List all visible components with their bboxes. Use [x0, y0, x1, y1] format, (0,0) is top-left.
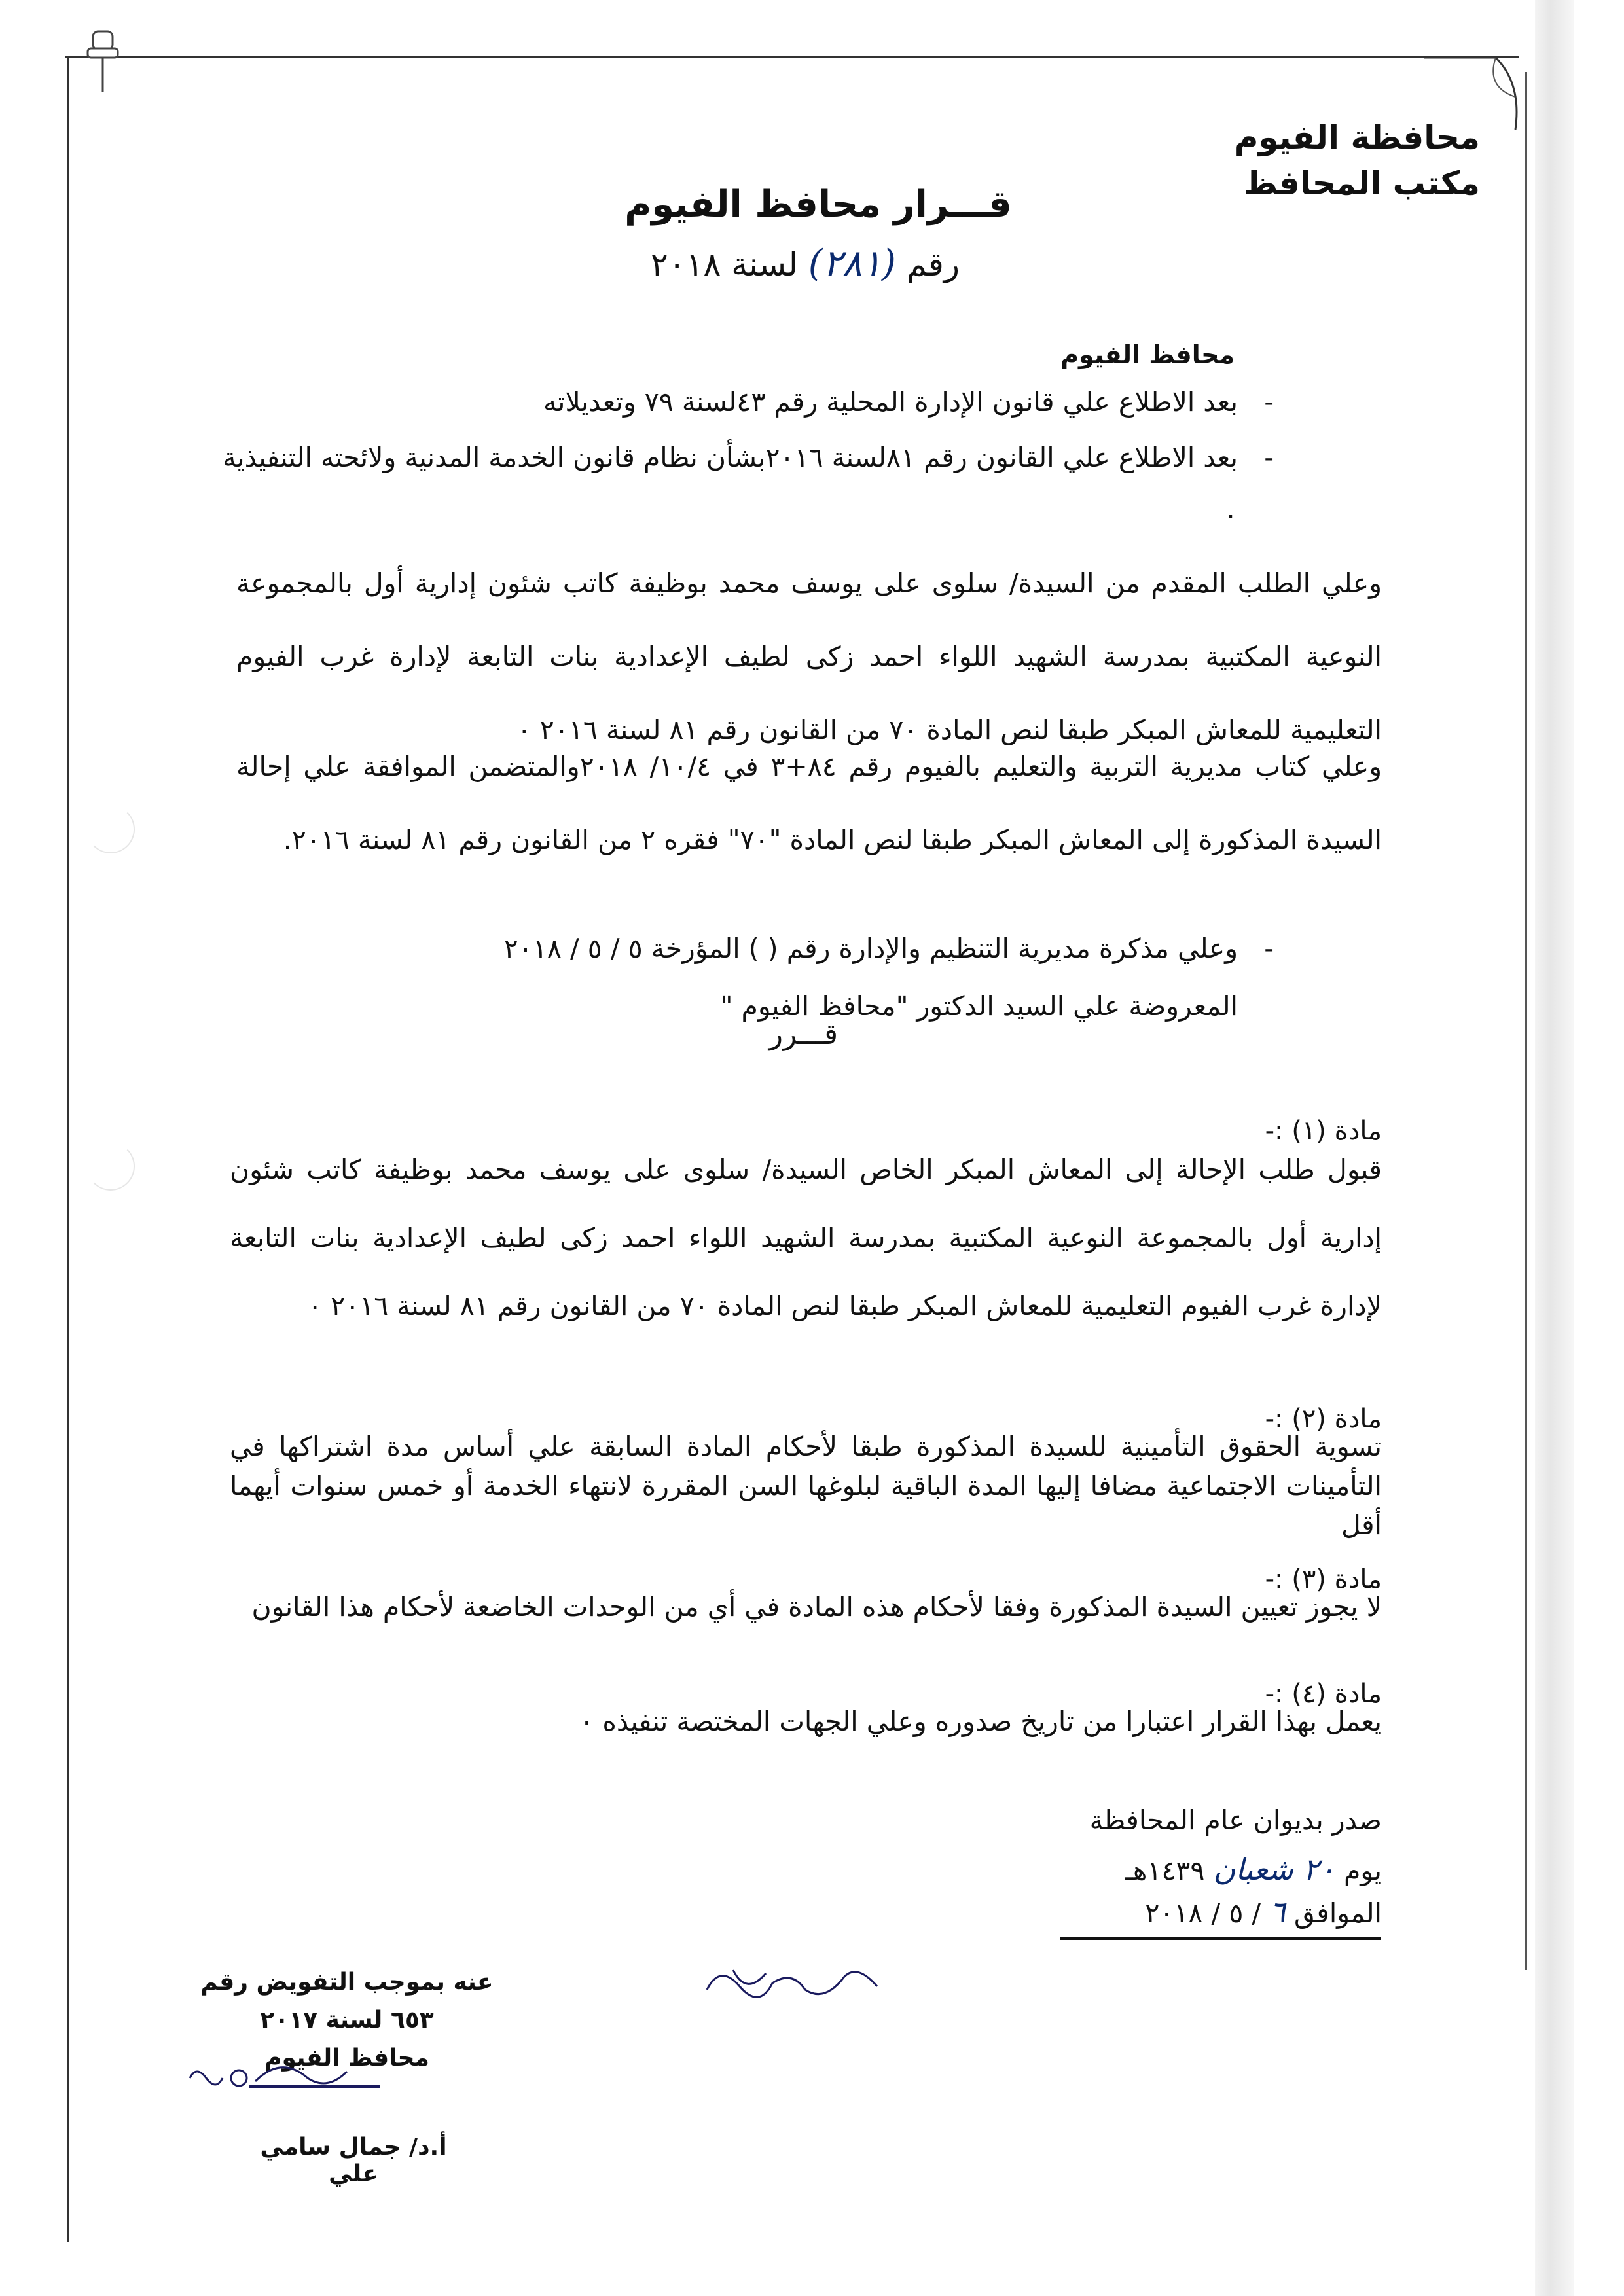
signer-name: أ.د/ جمال سامي علي — [260, 2134, 447, 2187]
article-3-body: لا يجوز تعيين السيدة المذكورة وفقا لأحكام هذه المادة في أي من الوحدات الخاضعة لأحكام هذا القانون — [251, 1591, 1382, 1623]
article-1-body: قبول طلب الإحالة إلى المعاش المبكر الخاص السيدة/ سلوى على يوسف محمد بوظيفة كاتب شئون إدارية أول بالمجموعة النوعية المكتبية بمدرسة الشهيد اللواء احمد زكى لطيف الإعدادية بنات التابعة لإدارة غرب الفيوم التعليمية للمعاش المبكر طبقا لنص المادة ٧٠ من القانون رقم ٨١ لسنة ٢٠١٦ ٠ — [230, 1154, 1382, 1321]
issued-at-line: صدر بديوان عام المحافظة — [1089, 1804, 1382, 1836]
day-label: يوم — [1344, 1855, 1382, 1886]
governor-signature-mark — [183, 2042, 393, 2108]
article-4-heading: مادة (٤) :- — [1265, 1679, 1382, 1709]
article-3-heading: مادة (٣) :- — [1265, 1564, 1382, 1594]
article-2-heading: مادة (٢) :- — [1265, 1404, 1382, 1434]
preamble-bullet-2: - بعد الاطلاع علي القانون رقم ٨١لسنة ٢٠١٦بشأن نظام قانون الخدمة المدنية ولائحته التنفيذية ٠ — [217, 429, 1238, 544]
punch-hole-mark — [86, 805, 135, 853]
article-2-body: تسوية الحقوق التأمينية للسيدة المذكورة طبقا لأحكام المادة السابقة علي أساس مدة اشتراكها في التأمينات الاجتماعية مضافا إليها المدة الباقية لبلوغها السن المقررة لانتهاء الخدمة أو خمس سنوات أيهما أقل — [230, 1431, 1382, 1541]
date-underline — [1060, 1937, 1381, 1940]
gregorian-date-rest: / ٥ / ٢٠١٨ — [1145, 1897, 1261, 1929]
issuing-authority-header — [1087, 115, 1480, 206]
decided-heading: قـــرر — [768, 1018, 838, 1051]
delegation-line: عنه بموجب التفويض رقم ٦٥٣ لسنة ٢٠١٧ — [200, 1969, 494, 2034]
hijri-year: ١٤٣٩هـ — [1125, 1855, 1205, 1886]
scan-edge-shadow — [1535, 0, 1574, 2296]
hijri-date-line — [989, 1849, 1382, 1891]
handwritten-hijri-day: ٢٠ شعبان — [1213, 1852, 1335, 1887]
preamble-bullet-1: - بعد الاطلاع علي قانون الإدارة المحلية رقم ٤٣لسنة ٧٩ وتعديلاته — [334, 373, 1238, 431]
page-frame-top — [65, 56, 1519, 58]
handwritten-signature-mark — [694, 1950, 890, 2016]
gregorian-date-line — [989, 1892, 1382, 1933]
letter-paragraph: وعلي كتاب مديرية التربية والتعليم بالفيوم رقم ٨٤+٣ في ١٠/٤/ ٢٠١٨والمتضمن الموافقة علي إحالة السيدة المذكورة إلى المعاش المبكر طبقا لنص المادة "٧٠" فقره ٢ من القانون رقم ٨١ لسنة ٢٠١٦. — [236, 751, 1382, 855]
request-paragraph: وعلي الطلب المقدم من السيدة/ سلوى على يوسف محمد بوظيفة كاتب شئون إدارية أول بالمجموعة النوعية المكتبية بمدرسة الشهيد اللواء احمد زكى لطيف الإعدادية بنات التابعة لإدارة غرب الفيوم التعليمية للمعاش المبكر طبقا لنص المادة ٧٠ من القانون رقم ٨١ لسنة ٢٠١٦ ٠ — [236, 567, 1382, 745]
governor-label: محافظ الفيوم — [1060, 340, 1235, 369]
handwritten-gregorian-day: ٦ — [1269, 1894, 1286, 1929]
decision-title: قـــرار محافظ الفيوم — [624, 183, 1012, 226]
authority-title: محافظ الفيوم — [264, 2045, 429, 2072]
page-frame-left — [67, 56, 69, 2242]
memo-line-2: المعروضة علي السيد الدكتور "محافظ الفيوم " — [720, 990, 1238, 1022]
punch-hole-mark — [86, 1142, 135, 1191]
article-1-heading: مادة (١) :- — [1265, 1116, 1382, 1146]
memo-line-1: - وعلي مذكرة مديرية التنظيم والإدارة رقم ( ) المؤرخة ٥ / ٥ / ٢٠١٨ — [503, 933, 1238, 964]
decision-number-line — [589, 242, 1021, 285]
office-name: مكتب المحافظ — [1243, 164, 1480, 202]
article-4-body: يعمل بهذا القرار اعتبارا من تاريخ صدوره وعلي الجهات المختصة تنفيذه ٠ — [579, 1706, 1382, 1737]
number-label: رقم — [906, 245, 960, 283]
decision-year: لسنة ٢٠١٨ — [650, 245, 798, 283]
gregorian-label: الموافق — [1294, 1897, 1382, 1929]
pushpin-icon — [79, 26, 131, 98]
page-frame-right — [1525, 72, 1527, 1970]
governorate-name: محافظة الفيوم — [1234, 118, 1480, 156]
handwritten-decision-number: (٢٨١) — [808, 242, 896, 285]
